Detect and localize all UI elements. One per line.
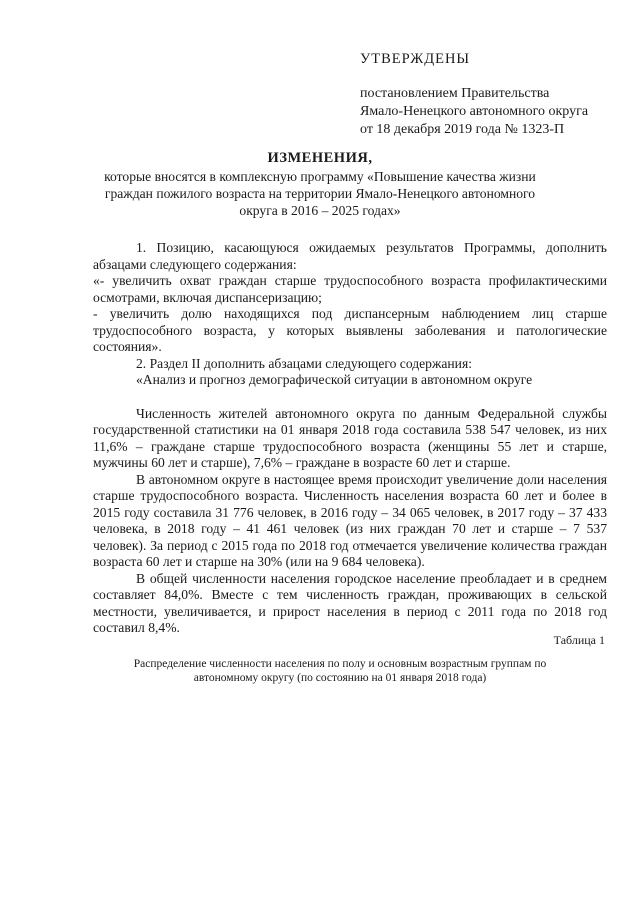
title-subtitle: которые вносятся в комплексную программу «Повышение качества жизни граждан пожилого возраста на территории Ямало-Ненецкого автономного округа в 2016 – 2025 годах» [104,169,536,218]
paragraph-5: «Анализ и прогноз демографической ситуации в автономном округе [136,372,533,387]
document-body [93,240,607,637]
approval-stamp [360,50,620,139]
document-title [90,150,550,219]
table-title: Распределение численности населения по полу и основным возрастным группам по автономному округу (по состоянию на 01 января 2018 года) [133,658,547,684]
paragraph-3: - увеличить долю находящихся под диспансерным наблюдением лиц старше трудоспособного возраста, у которых выявлены заболевания и патологические состояния». [93,306,607,354]
paragraph-7: В автономном округе в настоящее время происходит увеличение доли населения старше трудоспособного возраста. Численность населения возраста 60 лет и более в 2015 году составила 31 776 человек, в 2016 году – 34 065 человек, в 2017 году – 37 433 человека, в 2018 году – 41 461 человек (из них граждан 70 лет и старше – 7 537 человек). За период с 2015 года по 2018 год отмечается увеличение количества граждан возраста 60 лет и старше на 30% (или на 9 684 человека). [93,471,607,569]
title-heading: ИЗМЕНЕНИЯ, [267,150,373,166]
paragraph-8: В общей численности населения городское население преобладает и в среднем составляет 84,0%. Вместе с тем численность граждан, проживающих в сельской местности, увеличивается, и прирост населения в период с 2011 года по 2018 год составил 8,4%. [93,570,607,635]
table-caption: Таблица 1 [553,633,605,647]
approval-line-2: Ямало-Ненецкого автономного округа [360,104,589,119]
paragraph-6: Численность жителей автономного округа по данным Федеральной службы государственной статистики на 01 января 2018 года составила 538 547 человек, из них 11,6% – граждане старше трудоспособного возраста (женщины 55 лет и старше, мужчины 60 лет и старше), 7,6% – граждане в возрасте 60 лет и старше. [93,405,607,470]
approval-line-1: постановлением Правительства [360,86,550,101]
paragraph-4: 2. Раздел II дополнить абзацами следующего содержания: [136,355,472,371]
paragraph-1: 1. Позицию, касающуюся ожидаемых результатов Программы, дополнить абзацами следующего содержания: [93,240,607,272]
paragraph-2: «- увеличить охват граждан старше трудоспособного возраста профилактическими осмотрами, включая диспансеризацию; [93,273,607,305]
approval-line-3: от 18 декабря 2019 года № 1323-П [360,122,565,137]
approval-heading: УТВЕРЖДЕНЫ [360,51,471,67]
